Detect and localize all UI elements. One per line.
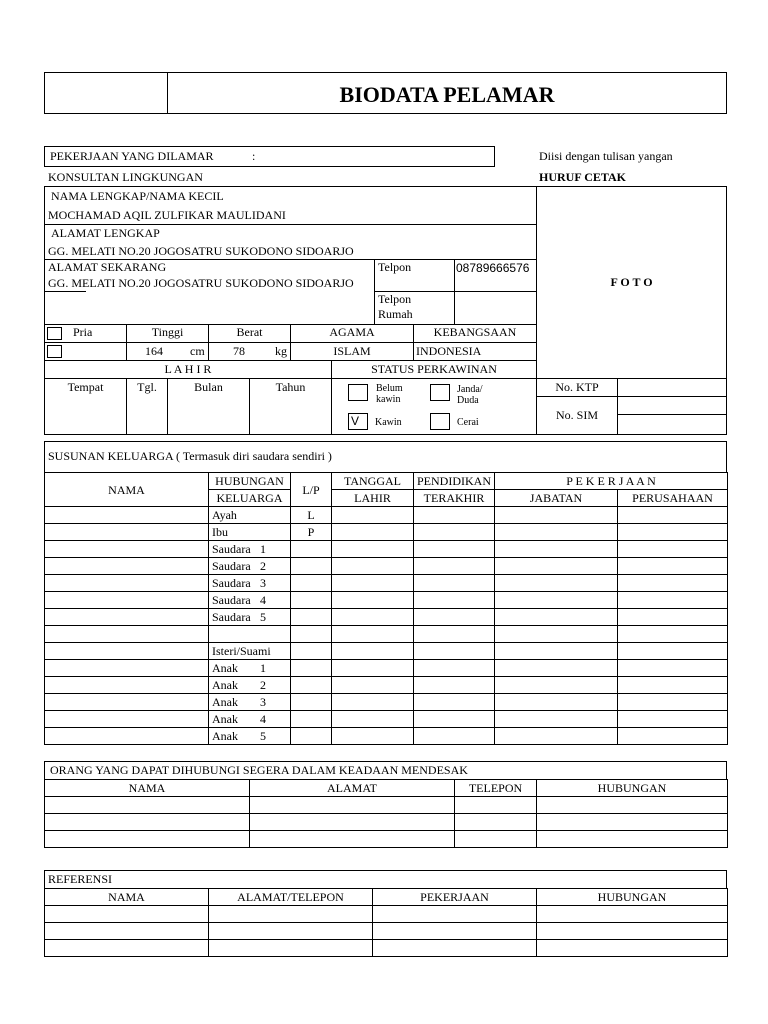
- table-row: [45, 694, 728, 711]
- reference-cell[interactable]: [537, 940, 728, 957]
- table-row: [45, 923, 728, 940]
- family-birth-cell[interactable]: [332, 507, 414, 524]
- table-row: [45, 524, 728, 541]
- nationality-label: KEBANGSAAN: [433, 325, 517, 339]
- relation-label: Saudara: [212, 576, 251, 590]
- male-label: Pria: [73, 325, 93, 339]
- married-label: Kawin: [375, 417, 402, 428]
- family-name-cell[interactable]: [45, 660, 209, 677]
- female-checkbox[interactable]: [47, 345, 62, 358]
- col-header-relation-2: KELUARGA: [209, 490, 291, 507]
- family-relation-cell: [209, 694, 291, 711]
- family-company-cell[interactable]: [618, 558, 728, 575]
- phone-label: Telpon: [378, 260, 412, 274]
- table-row: [45, 797, 728, 814]
- family-relation-cell: [209, 711, 291, 728]
- family-birth-cell[interactable]: [332, 575, 414, 592]
- divorced-label: Cerai: [457, 417, 479, 428]
- family-position-cell[interactable]: [495, 711, 618, 728]
- family-sex-cell[interactable]: [291, 626, 332, 643]
- family-education-cell[interactable]: [414, 728, 495, 745]
- relation-label: Saudara: [212, 542, 251, 556]
- nationality-value[interactable]: INDONESIA: [416, 344, 482, 358]
- reference-cell[interactable]: [373, 923, 537, 940]
- relation-label: Saudara: [212, 610, 251, 624]
- position-colon: :: [252, 149, 256, 163]
- family-education-cell[interactable]: [414, 626, 495, 643]
- table-row: [45, 814, 728, 831]
- instruction-text: Diisi dengan tulisan yangan: [539, 149, 673, 163]
- divorced-checkbox[interactable]: [430, 413, 450, 430]
- reference-cell[interactable]: [373, 940, 537, 957]
- family-relation-cell: [209, 575, 291, 592]
- address-label: ALAMAT LENGKAP: [51, 226, 160, 240]
- family-company-cell[interactable]: [618, 507, 728, 524]
- reference-cell[interactable]: [45, 923, 209, 940]
- reference-col-name: NAMA: [45, 889, 209, 906]
- name-value[interactable]: MOCHAMAD AQIL ZULFIKAR MAULIDANI: [48, 208, 286, 222]
- reference-cell[interactable]: [209, 906, 373, 923]
- widowed-label: Janda/: [457, 384, 483, 395]
- reference-cell[interactable]: [537, 906, 728, 923]
- relation-number: 3: [260, 576, 266, 590]
- family-relation-cell: [209, 609, 291, 626]
- family-name-cell[interactable]: [45, 507, 209, 524]
- relation-number: 1: [260, 661, 266, 675]
- table-row: [45, 643, 728, 660]
- family-relation-cell: [209, 524, 291, 541]
- family-relation-cell: [209, 728, 291, 745]
- family-name-cell[interactable]: [45, 575, 209, 592]
- emergency-cell[interactable]: [537, 797, 728, 814]
- relation-label: Anak: [212, 695, 238, 709]
- family-relation-cell: [209, 660, 291, 677]
- current-address-label: ALAMAT SEKARANG: [48, 260, 167, 274]
- family-sex-cell[interactable]: [291, 660, 332, 677]
- table-row: [45, 507, 728, 524]
- relation-label: Anak: [212, 729, 238, 743]
- relation-number: 4: [260, 712, 266, 726]
- family-sex-cell[interactable]: [291, 711, 332, 728]
- male-checkbox[interactable]: [47, 327, 62, 340]
- relation-label: Ayah: [212, 508, 237, 522]
- family-position-cell[interactable]: [495, 524, 618, 541]
- table-row: [45, 609, 728, 626]
- divider: [44, 291, 86, 292]
- family-company-cell[interactable]: [618, 660, 728, 677]
- family-birth-cell[interactable]: [332, 694, 414, 711]
- emergency-cell[interactable]: [455, 831, 537, 848]
- family-name-cell[interactable]: [45, 711, 209, 728]
- emergency-cell[interactable]: [45, 814, 250, 831]
- emergency-cell[interactable]: [537, 831, 728, 848]
- family-name-cell[interactable]: [45, 524, 209, 541]
- ktp-label: No. KTP: [555, 380, 599, 394]
- family-company-cell[interactable]: [618, 592, 728, 609]
- family-education-cell[interactable]: [414, 524, 495, 541]
- family-relation-cell: [209, 592, 291, 609]
- height-value[interactable]: 164: [145, 344, 163, 358]
- family-birth-cell[interactable]: [332, 541, 414, 558]
- reference-col-relation: HUBUNGAN: [537, 889, 728, 906]
- family-company-cell[interactable]: [618, 711, 728, 728]
- relation-number: 2: [260, 678, 266, 692]
- emergency-cell[interactable]: [250, 814, 455, 831]
- family-section-title: SUSUNAN KELUARGA ( Termasuk diri saudara sendiri ): [48, 449, 332, 463]
- reference-col-address: ALAMAT/TELEPON: [209, 889, 373, 906]
- family-relation-cell: [209, 558, 291, 575]
- instruction-emphasis: HURUF CETAK: [539, 170, 626, 184]
- emergency-cell[interactable]: [45, 797, 250, 814]
- weight-unit: kg: [275, 344, 287, 358]
- sim-label: No. SIM: [555, 408, 598, 422]
- relation-number: 3: [260, 695, 266, 709]
- col-header-position: JABATAN: [495, 490, 618, 507]
- table-row: [45, 626, 728, 643]
- family-education-cell[interactable]: [414, 609, 495, 626]
- family-position-cell[interactable]: [495, 643, 618, 660]
- family-sex-cell[interactable]: L: [291, 507, 332, 524]
- divider: [44, 342, 536, 343]
- family-relation-cell: [209, 677, 291, 694]
- table-row: [45, 728, 728, 745]
- emergency-cell[interactable]: [45, 831, 250, 848]
- relation-label: Anak: [212, 712, 238, 726]
- family-sex-cell[interactable]: [291, 677, 332, 694]
- col-header-company: PERUSAHAAN: [618, 490, 728, 507]
- family-sex-cell[interactable]: [291, 609, 332, 626]
- family-position-cell[interactable]: [495, 592, 618, 609]
- reference-cell[interactable]: [45, 940, 209, 957]
- family-sex-cell[interactable]: [291, 643, 332, 660]
- family-name-cell[interactable]: [45, 728, 209, 745]
- married-check-mark: V: [351, 414, 360, 428]
- emergency-col-address: ALAMAT: [250, 780, 455, 797]
- reference-cell[interactable]: [373, 906, 537, 923]
- birth-header: L A H I R: [164, 362, 212, 376]
- table-row: [45, 831, 728, 848]
- family-birth-cell[interactable]: [332, 558, 414, 575]
- family-position-cell[interactable]: [495, 660, 618, 677]
- position-value: KONSULTAN LINGKUNGAN: [48, 170, 203, 184]
- table-row: [45, 575, 728, 592]
- page-title: BIODATA PELAMAR: [339, 82, 555, 107]
- family-birth-cell[interactable]: [332, 643, 414, 660]
- family-relation-cell: [209, 507, 291, 524]
- table-row: [45, 677, 728, 694]
- family-position-cell[interactable]: [495, 575, 618, 592]
- family-position-cell[interactable]: [495, 694, 618, 711]
- table-row: [45, 660, 728, 677]
- family-company-cell[interactable]: [618, 524, 728, 541]
- family-sex-cell[interactable]: [291, 558, 332, 575]
- table-row: [45, 711, 728, 728]
- family-name-cell[interactable]: [45, 592, 209, 609]
- emergency-col-relation: HUBUNGAN: [537, 780, 728, 797]
- family-sex-cell[interactable]: [291, 575, 332, 592]
- relation-label: Saudara: [212, 559, 251, 573]
- emergency-table: [44, 779, 728, 848]
- family-name-cell[interactable]: [45, 609, 209, 626]
- relation-label: Ibu: [212, 525, 228, 539]
- family-name-cell[interactable]: [45, 558, 209, 575]
- emergency-col-name: NAMA: [45, 780, 250, 797]
- family-sex-cell[interactable]: [291, 728, 332, 745]
- current-address-value[interactable]: GG. MELATI NO.20 JOGOSATRU SUKODONO SIDOARJO: [48, 276, 354, 290]
- family-position-cell[interactable]: [495, 609, 618, 626]
- birth-date-label: Tgl.: [137, 380, 157, 394]
- family-relation-cell: [209, 626, 291, 643]
- table-row: [45, 541, 728, 558]
- divider: [617, 378, 618, 435]
- family-sex-cell[interactable]: P: [291, 524, 332, 541]
- table-row: [45, 906, 728, 923]
- family-company-cell[interactable]: [618, 626, 728, 643]
- relation-number: 4: [260, 593, 266, 607]
- emergency-cell[interactable]: [455, 797, 537, 814]
- family-education-cell[interactable]: [414, 558, 495, 575]
- family-position-cell[interactable]: [495, 507, 618, 524]
- family-name-cell[interactable]: [45, 541, 209, 558]
- col-header-job: P E K E R J A A N: [495, 473, 728, 490]
- family-sex-cell[interactable]: [291, 592, 332, 609]
- family-birth-cell[interactable]: [332, 592, 414, 609]
- family-education-cell[interactable]: [414, 643, 495, 660]
- family-education-cell[interactable]: [414, 660, 495, 677]
- home-phone-label-2: Rumah: [378, 307, 413, 321]
- col-header-relation: HUBUNGAN: [209, 473, 291, 490]
- height-unit: cm: [190, 344, 205, 358]
- single-label: Belum: [376, 383, 403, 394]
- family-birth-cell[interactable]: [332, 626, 414, 643]
- table-row: [45, 940, 728, 957]
- phone-value[interactable]: 08789666576: [456, 261, 530, 275]
- divider: [536, 396, 727, 397]
- family-education-cell[interactable]: [414, 677, 495, 694]
- relation-number: 5: [260, 610, 266, 624]
- widowed-checkbox[interactable]: [430, 384, 450, 401]
- relation-number: 1: [260, 542, 266, 556]
- reference-title-frame: [44, 870, 727, 889]
- emergency-col-phone: TELEPON: [455, 780, 537, 797]
- reference-cell[interactable]: [209, 923, 373, 940]
- relation-label: Saudara: [212, 593, 251, 607]
- family-name-cell[interactable]: [45, 677, 209, 694]
- family-position-cell[interactable]: [495, 541, 618, 558]
- photo-divider: [536, 186, 537, 435]
- marital-header: STATUS PERKAWINAN: [371, 362, 497, 376]
- weight-value[interactable]: 78: [233, 344, 245, 358]
- emergency-cell[interactable]: [537, 814, 728, 831]
- reference-cell[interactable]: [45, 906, 209, 923]
- relation-label: Isteri/Suami: [212, 644, 271, 658]
- family-relation-cell: [209, 541, 291, 558]
- family-company-cell[interactable]: [618, 541, 728, 558]
- reference-cell[interactable]: [537, 923, 728, 940]
- birth-year-label: Tahun: [275, 380, 306, 394]
- single-checkbox[interactable]: [348, 384, 368, 401]
- family-position-cell[interactable]: [495, 677, 618, 694]
- name-label: NAMA LENGKAP/NAMA KECIL: [51, 189, 224, 203]
- family-birth-cell[interactable]: [332, 609, 414, 626]
- divider: [44, 360, 536, 361]
- family-company-cell[interactable]: [618, 575, 728, 592]
- col-header-education: PENDIDIKAN: [414, 473, 495, 490]
- family-name-cell[interactable]: [45, 694, 209, 711]
- reference-title: REFERENSI: [48, 872, 113, 886]
- family-birth-cell[interactable]: [332, 524, 414, 541]
- family-name-cell[interactable]: [45, 643, 209, 660]
- family-education-cell[interactable]: [414, 507, 495, 524]
- divider: [536, 378, 727, 379]
- divider: [618, 414, 727, 415]
- religion-value[interactable]: ISLAM: [333, 344, 371, 358]
- family-company-cell[interactable]: [618, 643, 728, 660]
- family-education-cell[interactable]: [414, 541, 495, 558]
- home-phone-label: Telpon: [378, 292, 412, 306]
- position-label: PEKERJAAN YANG DILAMAR: [50, 149, 214, 163]
- reference-table: [44, 888, 728, 957]
- photo-label: F O T O: [610, 275, 653, 289]
- emergency-cell[interactable]: [455, 814, 537, 831]
- col-header-sex: L/P: [291, 473, 332, 507]
- family-education-cell[interactable]: [414, 711, 495, 728]
- single-label-2: kawin: [376, 394, 401, 405]
- family-birth-cell[interactable]: [332, 711, 414, 728]
- relation-label: Anak: [212, 661, 238, 675]
- family-birth-cell[interactable]: [332, 728, 414, 745]
- family-table: [44, 472, 728, 745]
- religion-label: AGAMA: [329, 325, 375, 339]
- birth-month-label: Bulan: [194, 380, 223, 394]
- relation-label: Anak: [212, 678, 238, 692]
- table-row: [45, 592, 728, 609]
- emergency-cell[interactable]: [250, 797, 455, 814]
- reference-cell[interactable]: [209, 940, 373, 957]
- family-birth-cell[interactable]: [332, 677, 414, 694]
- family-sex-cell[interactable]: [291, 694, 332, 711]
- family-company-cell[interactable]: [618, 728, 728, 745]
- col-header-birth-2: LAHIR: [332, 490, 414, 507]
- col-header-birth: TANGGAL: [332, 473, 414, 490]
- birth-place-label: Tempat: [67, 380, 104, 394]
- widowed-label-2: Duda: [457, 395, 479, 406]
- table-row: [45, 558, 728, 575]
- family-name-cell[interactable]: [45, 626, 209, 643]
- family-company-cell[interactable]: [618, 609, 728, 626]
- family-sex-cell[interactable]: [291, 541, 332, 558]
- relation-number: 2: [260, 559, 266, 573]
- col-header-education-2: TERAKHIR: [414, 490, 495, 507]
- col-header-name: NAMA: [45, 473, 209, 507]
- family-birth-cell[interactable]: [332, 660, 414, 677]
- relation-number: 5: [260, 729, 266, 743]
- family-education-cell[interactable]: [414, 694, 495, 711]
- family-position-cell[interactable]: [495, 558, 618, 575]
- reference-col-job: PEKERJAAN: [373, 889, 537, 906]
- emergency-title: ORANG YANG DAPAT DIHUBUNGI SEGERA DALAM KEADAAN MENDESAK: [50, 763, 468, 777]
- family-relation-cell: [209, 643, 291, 660]
- emergency-cell[interactable]: [250, 831, 455, 848]
- address-value[interactable]: GG. MELATI NO.20 JOGOSATRU SUKODONO SIDOARJO: [48, 244, 354, 258]
- divider: [44, 378, 536, 379]
- family-company-cell[interactable]: [618, 677, 728, 694]
- family-education-cell[interactable]: [414, 575, 495, 592]
- weight-label: Berat: [236, 325, 263, 339]
- divider: [44, 224, 536, 225]
- family-education-cell[interactable]: [414, 592, 495, 609]
- height-label: Tinggi: [151, 325, 184, 339]
- family-position-cell[interactable]: [495, 626, 618, 643]
- family-position-cell[interactable]: [495, 728, 618, 745]
- family-company-cell[interactable]: [618, 694, 728, 711]
